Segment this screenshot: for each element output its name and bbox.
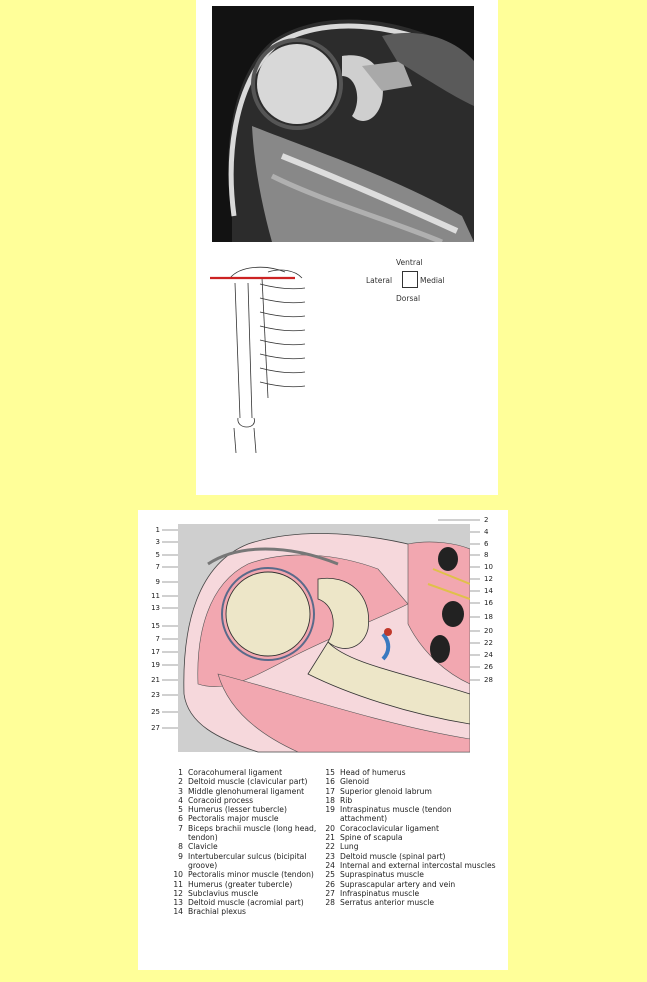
legend-item xyxy=(320,842,500,851)
callout-label: 7 xyxy=(155,563,160,571)
legend-text: Internal and external intercostal muscles xyxy=(340,860,496,870)
legend-text: Clavicle xyxy=(188,842,218,852)
callout-label: 22 xyxy=(484,639,493,647)
legend-item xyxy=(320,824,500,833)
orient-dorsal: Dorsal xyxy=(396,294,421,303)
arm-skeleton-diagram xyxy=(210,258,320,458)
callout-label: 21 xyxy=(151,676,160,684)
legend-text: Middle glenohumeral ligament xyxy=(188,786,305,796)
callout-label: 11 xyxy=(151,592,160,600)
callout-label: 8 xyxy=(484,551,489,559)
legend-item xyxy=(168,880,318,889)
callout-label: 18 xyxy=(484,613,493,621)
orient-medial: Medial xyxy=(420,276,445,285)
legend-item xyxy=(320,861,500,870)
legend-item xyxy=(320,777,500,786)
callout-label: 20 xyxy=(484,627,493,635)
legend-text: Superior glenoid labrum xyxy=(340,786,432,796)
legend-item xyxy=(168,796,318,805)
callout-label: 2 xyxy=(484,516,489,524)
orientation-key xyxy=(366,258,446,318)
legend-number: 7 xyxy=(178,823,183,833)
legend-number: 4 xyxy=(178,795,183,805)
callout-label: 23 xyxy=(151,691,160,699)
legend-item xyxy=(168,777,318,786)
legend-text: Rib xyxy=(340,795,353,805)
legend-item xyxy=(320,852,500,861)
legend-text: Deltoid muscle (clavicular part) xyxy=(188,777,308,787)
legend-number: 15 xyxy=(325,768,335,777)
legend-item xyxy=(320,805,500,824)
legend-text: Intraspinatus muscle (tendon attachment) xyxy=(340,805,452,824)
callout-label: 19 xyxy=(151,661,160,669)
callout-label: 28 xyxy=(484,676,493,684)
legend-text: Lung xyxy=(340,842,359,852)
legend-text: Coracoclavicular ligament xyxy=(340,823,439,833)
anatomy-panel xyxy=(138,510,508,970)
legend-number: 18 xyxy=(325,795,335,805)
legend-item xyxy=(320,889,500,898)
legend-number: 10 xyxy=(173,870,183,880)
legend-item xyxy=(320,796,500,805)
legend-item xyxy=(168,898,318,907)
legend-item xyxy=(168,907,318,916)
legend-number: 26 xyxy=(325,879,335,889)
legend-text: Pectoralis major muscle xyxy=(188,814,279,824)
legend-text: Humerus (lesser tubercle) xyxy=(188,805,287,815)
legend-number: 6 xyxy=(178,814,183,824)
legend-number: 19 xyxy=(325,805,335,815)
legend-left-column xyxy=(168,768,318,917)
mri-panel xyxy=(196,0,498,495)
legend-item xyxy=(168,805,318,814)
orient-ventral: Ventral xyxy=(396,258,423,267)
callout-label: 4 xyxy=(484,528,489,536)
legend-item xyxy=(320,880,500,889)
callout-label: 25 xyxy=(151,708,160,716)
legend-number: 21 xyxy=(325,833,335,843)
legend-number: 23 xyxy=(325,851,335,861)
callout-label: 5 xyxy=(155,551,160,559)
orient-box xyxy=(402,271,418,288)
legend-text: Pectoralis minor muscle (tendon) xyxy=(188,870,314,880)
legend-item xyxy=(320,898,500,907)
legend-number: 16 xyxy=(325,777,335,787)
legend-item xyxy=(168,768,318,777)
legend-item xyxy=(168,870,318,879)
legend-number: 5 xyxy=(178,805,183,815)
legend-number: 2 xyxy=(178,777,183,787)
legend-text: Humerus (greater tubercle) xyxy=(188,879,293,889)
legend-text: Head of humerus xyxy=(340,768,406,777)
legend-item xyxy=(320,768,500,777)
legend-number: 8 xyxy=(178,842,183,852)
legend-text: Coracohumeral ligament xyxy=(188,768,283,777)
legend-number: 1 xyxy=(178,768,183,777)
mri-image xyxy=(212,6,474,242)
legend-number: 27 xyxy=(325,888,335,898)
legend-text: Spine of scapula xyxy=(340,833,403,843)
legend-number: 17 xyxy=(325,786,335,796)
legend-text: Biceps brachii muscle (long head, tendon) xyxy=(188,823,317,843)
legend-text: Glenoid xyxy=(340,777,370,787)
legend-number: 12 xyxy=(173,888,183,898)
legend-number: 11 xyxy=(173,879,183,889)
callout-label: 1 xyxy=(155,526,160,534)
legend-number: 14 xyxy=(173,907,183,917)
legend-number: 28 xyxy=(325,898,335,908)
legend-item xyxy=(168,814,318,823)
callout-label: 17 xyxy=(151,648,160,656)
legend-item xyxy=(168,787,318,796)
legend-number: 13 xyxy=(173,898,183,908)
callout-label: 27 xyxy=(151,724,160,732)
legend-item xyxy=(168,889,318,898)
callout-label: 6 xyxy=(484,540,489,548)
legend-number: 25 xyxy=(325,870,335,880)
legend-text: Serratus anterior muscle xyxy=(340,898,435,908)
legend-number: 3 xyxy=(178,786,183,796)
legend-item xyxy=(320,833,500,842)
callout-label: 13 xyxy=(151,604,160,612)
legend-text: Deltoid muscle (spinal part) xyxy=(340,851,446,861)
legend-text: Subclavius muscle xyxy=(188,888,259,898)
callout-label: 12 xyxy=(484,575,493,583)
legend-number: 9 xyxy=(178,851,183,861)
callout-label: 9 xyxy=(155,578,160,586)
callout-label: 16 xyxy=(484,599,493,607)
legend-number: 24 xyxy=(325,860,335,870)
callout-label: 15 xyxy=(151,622,160,630)
legend-number: 20 xyxy=(325,823,335,833)
callout-label: 7 xyxy=(155,635,160,643)
callout-label: 3 xyxy=(155,538,160,546)
legend-number: 22 xyxy=(325,842,335,852)
anatomical-section-drawing xyxy=(178,524,470,764)
callout-label: 26 xyxy=(484,663,493,671)
legend-right-column xyxy=(320,768,500,907)
legend-text: Coracoid process xyxy=(188,795,254,805)
legend-item xyxy=(168,824,318,843)
legend-text: Infraspinatus muscle xyxy=(340,888,420,898)
legend-item xyxy=(168,852,318,871)
legend-item xyxy=(320,870,500,879)
legend-text: Deltoid muscle (acromial part) xyxy=(188,898,304,908)
callout-label: 14 xyxy=(484,587,493,595)
legend-text: Suprascapular artery and vein xyxy=(340,879,456,889)
legend-text: Supraspinatus muscle xyxy=(340,870,424,880)
legend-item xyxy=(168,842,318,851)
legend-text: Intertubercular sulcus (bicipital groove) xyxy=(188,851,307,870)
legend-item xyxy=(320,787,500,796)
legend-text: Brachial plexus xyxy=(188,907,246,917)
orient-lateral: Lateral xyxy=(366,276,393,285)
callout-label: 10 xyxy=(484,563,493,571)
callout-label: 24 xyxy=(484,651,493,659)
